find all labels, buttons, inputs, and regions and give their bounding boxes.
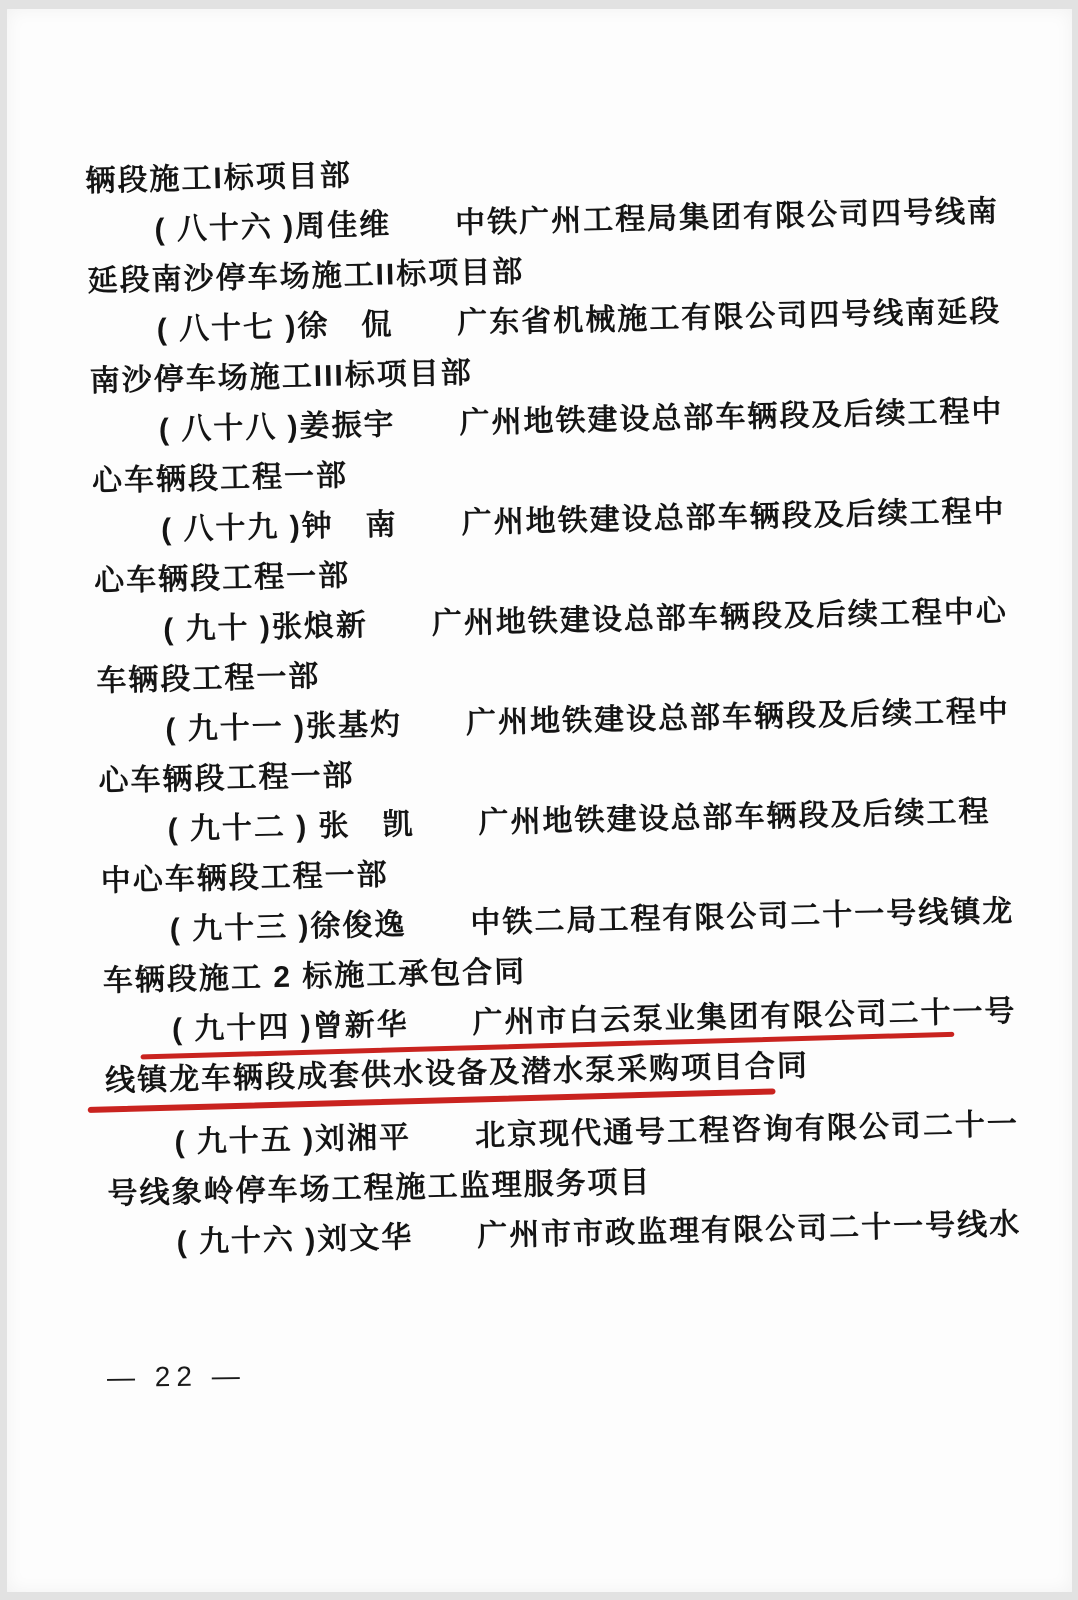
text-line: ( 九十五 )刘湘平 北京现代通号工程咨询有限公司二十一 — [174, 1107, 1020, 1160]
text-line: 线镇龙车辆段成套供水设备及潜水泵采购项目合同 — [104, 1049, 810, 1098]
document-page — [7, 9, 1072, 1592]
text-line: ( 九十四 )曾新华 广州市白云泵业集团有限公司二十一号 — [171, 994, 1017, 1047]
text-line: 车辆段施工 2 标施工承包合同 — [102, 955, 527, 998]
text-line: 心车辆段工程一部 — [98, 759, 355, 798]
text-line: 辆段施工I标项目部 — [85, 159, 353, 198]
text-line: ( 九十 )张烺新 广州地铁建设总部车辆段及后续工程中心 — [162, 594, 1009, 647]
text-line: 号线象岭停车场工程施工监理服务项目 — [107, 1165, 652, 1211]
text-line: 南沙停车场施工III标项目部 — [89, 356, 474, 398]
text-line: ( 九十六 )刘文华 广州市市政监理有限公司二十一号线水 — [176, 1207, 1022, 1260]
text-line: ( 八十八 )姜振宇 广州地铁建设总部车辆段及后续工程中 — [158, 395, 1004, 447]
page-number: — 22 — — [106, 1360, 246, 1393]
text-line: ( 八十六 )周佳维 中铁广州工程局集团有限公司四号线南 — [154, 195, 1000, 247]
text-line: ( 八十九 )钟 南 广州地铁建设总部车辆段及后续工程中 — [160, 495, 1006, 547]
text-line: ( 九十二 ) 张 凯 广州地铁建设总部车辆段及后续工程 — [167, 795, 991, 847]
text-line: ( 九十三 )徐俊逸 中铁二局工程有限公司二十一号线镇龙 — [169, 894, 1015, 947]
text-line: ( 九十一 )张基灼 广州地铁建设总部车辆段及后续工程中 — [165, 694, 1011, 747]
text-line: 中心车辆段工程一部 — [100, 858, 390, 898]
text-line: 车辆段工程一部 — [96, 659, 321, 698]
document-text-block — [85, 139, 1029, 1272]
text-line: 心车辆段工程一部 — [91, 459, 349, 498]
text-line: ( 八十七 )徐 侃 广东省机械施工有限公司四号线南延段 — [156, 295, 1002, 347]
text-line: 延段南沙停车场施工II标项目部 — [87, 255, 525, 298]
text-line: 心车辆段工程一部 — [93, 559, 351, 598]
